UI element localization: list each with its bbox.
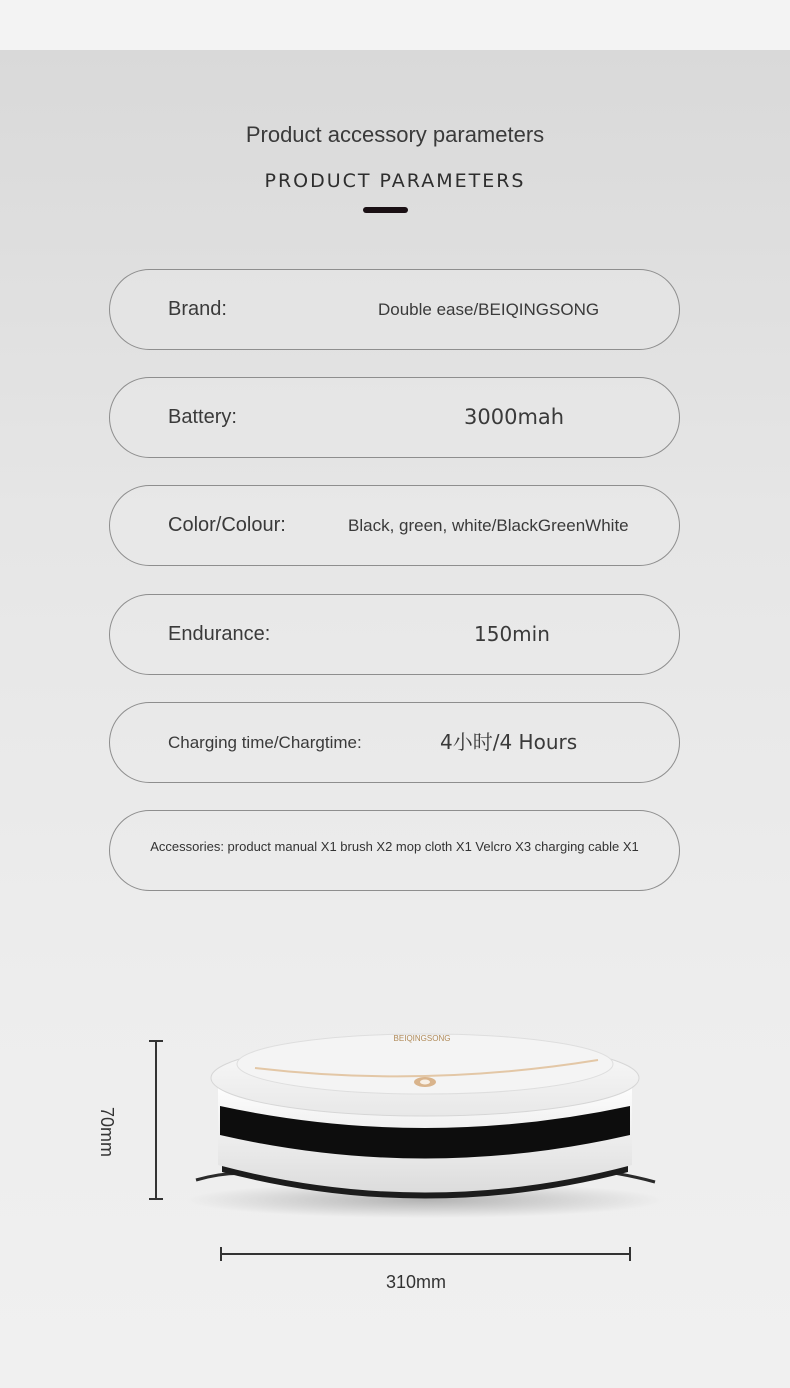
height-dimension-line [149, 1041, 163, 1199]
param-value: 4小时/4 Hours [440, 730, 578, 754]
product-logo: BEIQINGSONG [393, 1034, 451, 1043]
param-value: 150min [474, 622, 550, 646]
section-title: Product accessory parameters [245, 122, 545, 147]
robot-vacuum [185, 1034, 665, 1218]
param-value: Black, green, white/BlackGreenWhite [348, 516, 629, 535]
param-label: Endurance: [168, 623, 271, 645]
width-value: 310mm [386, 1272, 447, 1292]
width-dimension-line [221, 1247, 630, 1261]
height-label [96, 1107, 117, 1157]
param-value: Double ease/BEIQINGSONG [378, 300, 600, 319]
param-label: Battery: [168, 406, 237, 428]
accessories-text: Accessories: product manual X1 brush X2 mop cloth X1 Velcro X3 charging cable X1 [150, 839, 639, 854]
param-label: Color/Colour: [168, 514, 286, 536]
param-label: Charging time/Chargtime: [168, 733, 362, 752]
section-subtitle: PRODUCT PARAMETERS [264, 170, 526, 192]
width-label [386, 1272, 446, 1293]
param-label: Brand: [168, 298, 227, 320]
param-value: 3000mah [464, 405, 565, 429]
height-value: 70mm [97, 1107, 117, 1158]
